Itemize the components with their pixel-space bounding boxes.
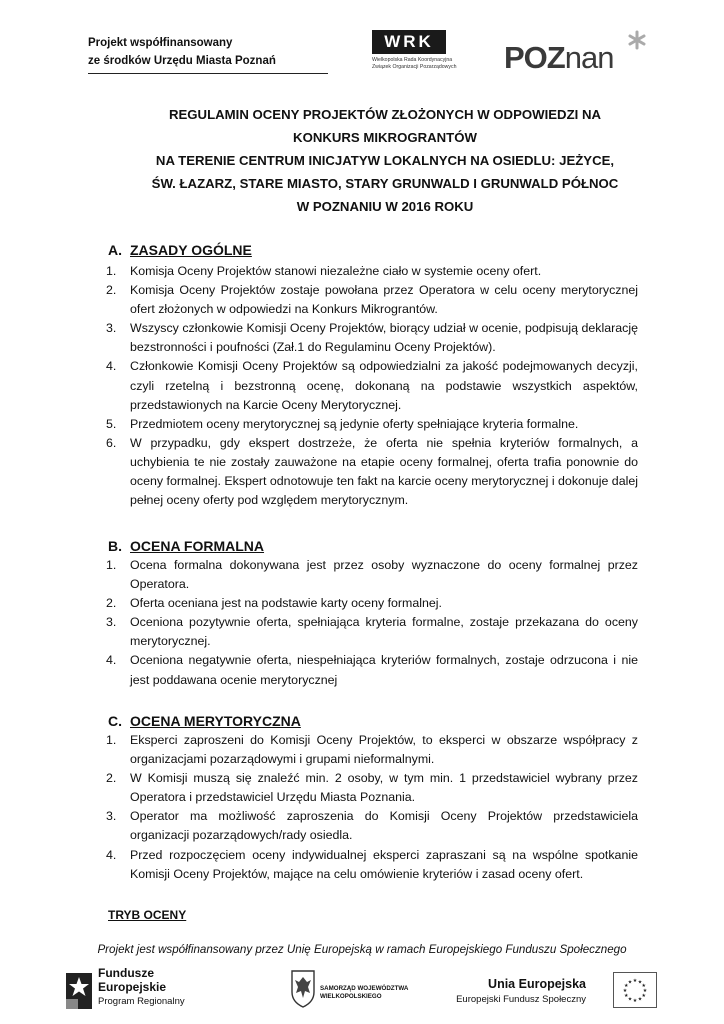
svg-text:★: ★ [641, 983, 646, 989]
samorzad-text [320, 985, 408, 1000]
item-text: Oceniona negatywnie oferta, niespełniająca kryteriów formalnych, zostaje odrzucona i nie jest poddawana ocenie merytorycznej [130, 653, 638, 687]
section-b-title: OCENA FORMALNA [130, 538, 265, 554]
eagle-crest-icon [290, 968, 316, 1008]
eu-flag-icon [613, 972, 657, 1008]
item-text: Przedmiotem oceny merytorycznej są jedynie oferty spełniające kryteria formalne. [130, 416, 579, 431]
eu-title: Unia Europejska [488, 977, 586, 991]
fundusze-star-icon [66, 967, 94, 1011]
list-item [106, 846, 638, 884]
item-text: Członkowie Komisji Oceny Projektów są odpowiedzialni za jakość podejmowanych decyzji, czyli rzetelną i bezstronną ocenę, dokonaną na podstawie wszystkich aspektów, przedstawionych na Karcie Oceny Merytorycznej. [130, 359, 638, 412]
tryb-oceny-heading: TRYB OCENY [108, 908, 187, 922]
section-c-list [106, 731, 638, 884]
item-number: 4. [106, 653, 117, 668]
samorzad-logo [290, 968, 440, 1012]
list-item [106, 651, 638, 689]
poznan-logo-caps: POZ [504, 40, 565, 75]
item-number: 5. [106, 416, 117, 431]
eu-subtitle: Europejski Fundusz Społeczny [456, 994, 586, 1005]
item-number: 2. [106, 596, 117, 611]
svg-text:★: ★ [627, 979, 633, 986]
fundusze-line-2: Europejskie [98, 980, 167, 994]
svg-text:★: ★ [641, 993, 646, 999]
wrk-mark [372, 30, 462, 54]
item-number: 4. [106, 359, 117, 374]
svg-text:★: ★ [637, 996, 643, 1003]
poznan-logo [504, 30, 654, 80]
list-item [106, 731, 638, 769]
section-b-list [106, 556, 638, 690]
header-rule [88, 73, 328, 74]
svg-text:★: ★ [632, 998, 638, 1004]
list-item [106, 769, 638, 807]
section-c-letter: C. [108, 713, 122, 729]
document-title [70, 103, 700, 218]
title-line-1: REGULAMIN OCENY PROJEKTÓW ZŁOŻONYCH W ODPOWIEDZI NA [168, 107, 601, 122]
poznan-logo-text [504, 40, 613, 76]
samorzad-line-2: WIELKOPOLSKIEGO [320, 992, 382, 1000]
list-item [106, 262, 638, 281]
item-number: 3. [106, 809, 117, 824]
item-text: Operator ma możliwość zaproszenia do Komisji Oceny Projektów przedstawiciela organizacji pozarządowych/rady osiedla. [130, 809, 638, 843]
item-text: Oceniona pozytywnie oferta, spełniająca kryteria formalne, zostaje przekazana do oceny merytorycznej. [130, 615, 638, 649]
item-number: 1. [106, 264, 117, 278]
fundusze-subtitle: Program Regionalny [98, 996, 185, 1007]
list-item [106, 415, 638, 434]
wrk-mark-text: WRK [372, 30, 446, 54]
eu-cofinance-note: Projekt jest współfinansowany przez Unię Europejską w ramach Europejskiego Funduszu Społecznego [97, 943, 627, 956]
wrk-subtitle-1: Wielkopolska Rada Koordynacyjna [372, 57, 453, 63]
list-item [106, 281, 638, 319]
item-text: Oferta oceniana jest na podstawie karty oceny formalnej. [130, 596, 442, 611]
section-b-letter: B. [108, 538, 122, 554]
item-text: Komisja Oceny Projektów stanowi niezależne ciało w systemie oceny ofert. [130, 264, 542, 278]
svg-text:★: ★ [627, 996, 633, 1003]
section-a-list [106, 262, 638, 510]
title-line-5: W POZNANIU W 2016 ROKU [296, 199, 474, 214]
fundusze-europejskie-logo [66, 965, 226, 1015]
samorzad-line-1: SAMORZĄD WOJEWÓDZTWA [320, 985, 409, 992]
svg-text:★: ★ [637, 979, 643, 986]
title-line-2: KONKURS MIKROGRANTÓW [293, 130, 477, 145]
item-number: 1. [106, 733, 117, 747]
item-text: Eksperci zaproszeni do Komisji Oceny Projektów, to eksperci w obszarze współpracy z organizacjami pozarządowymi i grupami nieformalnymi. [130, 733, 638, 767]
cofinance-line-2: ze środków Urzędu Miasta Poznań [88, 55, 276, 67]
section-c-title: OCENA MERYTORYCZNA [130, 713, 301, 729]
title-line-4: ŚW. ŁAZARZ, STARE MIASTO, STARY GRUNWALD I GRUNWALD PÓŁNOC [151, 176, 619, 191]
section-a-title: ZASADY OGÓLNE [130, 242, 252, 258]
list-item [106, 807, 638, 845]
title-line-3: NA TERENIE CENTRUM INICJATYW LOKALNYCH NA OSIEDLU: JEŻYCE, [155, 153, 615, 168]
item-number: 6. [106, 435, 117, 450]
item-text: W przypadku, gdy ekspert dostrzeże, że oferta nie spełnia kryteriów formalnych, a uchybienia te nie zostały zauważone na etapie oceny formalnej, oferta trafia ponownie do oceny formalnej. Ekspert odnotowuje ten fakt na karcie oceny merytorycznej i dokonuje dalej pełnej oceny oferty pod względem merytorycznym. [130, 435, 638, 508]
item-text: W Komisji muszą się znaleźć min. 2 osoby, w tym min. 1 przedstawiciel wybrany przez Operatora i przedstawiciel Urzędu Miasta Poznania. [130, 771, 638, 805]
item-number: 3. [106, 615, 117, 630]
section-c-heading [108, 713, 301, 729]
item-number: 3. [106, 321, 117, 336]
asterisk-icon [627, 30, 647, 50]
section-a-heading [108, 242, 252, 258]
item-number: 4. [106, 847, 117, 862]
svg-text:★: ★ [642, 988, 648, 994]
svg-text:★: ★ [622, 988, 628, 994]
section-a-letter: A. [108, 242, 122, 258]
svg-text:★: ★ [624, 993, 629, 999]
svg-text:★: ★ [632, 978, 638, 984]
fundusze-title [98, 966, 166, 994]
list-item [106, 319, 638, 357]
item-number: 2. [106, 771, 117, 786]
list-item [106, 613, 638, 651]
list-item [106, 556, 638, 594]
cofinance-line-1: Projekt współfinansowany [88, 37, 233, 49]
wrk-logo [372, 30, 462, 80]
list-item [106, 357, 638, 414]
section-b-heading [108, 538, 264, 554]
poznan-logo-low: nan [564, 40, 614, 75]
list-item [106, 594, 638, 613]
item-text: Przed rozpoczęciem oceny indywidualnej eksperci zapraszani są na wspólne spotkanie Komisji Oceny Projektów, mające na celu omówienie kryteriów i zasad oceny ofert. [130, 847, 638, 881]
item-text: Ocena formalna dokonywana jest przez osoby wyznaczone do oceny formalnej przez Operatora. [130, 558, 638, 592]
cofinance-note [88, 34, 328, 70]
wrk-subtitle-2: Związek Organizacji Pozarządowych [372, 63, 457, 70]
item-number: 1. [106, 558, 117, 572]
eu-logo [456, 972, 658, 1014]
svg-text:★: ★ [624, 983, 629, 989]
fundusze-line-1: Fundusze [98, 966, 154, 980]
item-text: Komisja Oceny Projektów zostaje powołana przez Operatora w celu oceny merytorycznej ofert złożonych w odpowiedzi na Konkurs Mikrograntów. [130, 283, 638, 317]
item-number: 2. [106, 283, 117, 298]
item-text: Wszyscy członkowie Komisji Oceny Projektów, biorący udział w ocenie, podpisują deklarację bezstronności i poufności (Zał.1 do Regulaminu Oceny Projektów). [130, 321, 638, 355]
list-item [106, 434, 638, 510]
